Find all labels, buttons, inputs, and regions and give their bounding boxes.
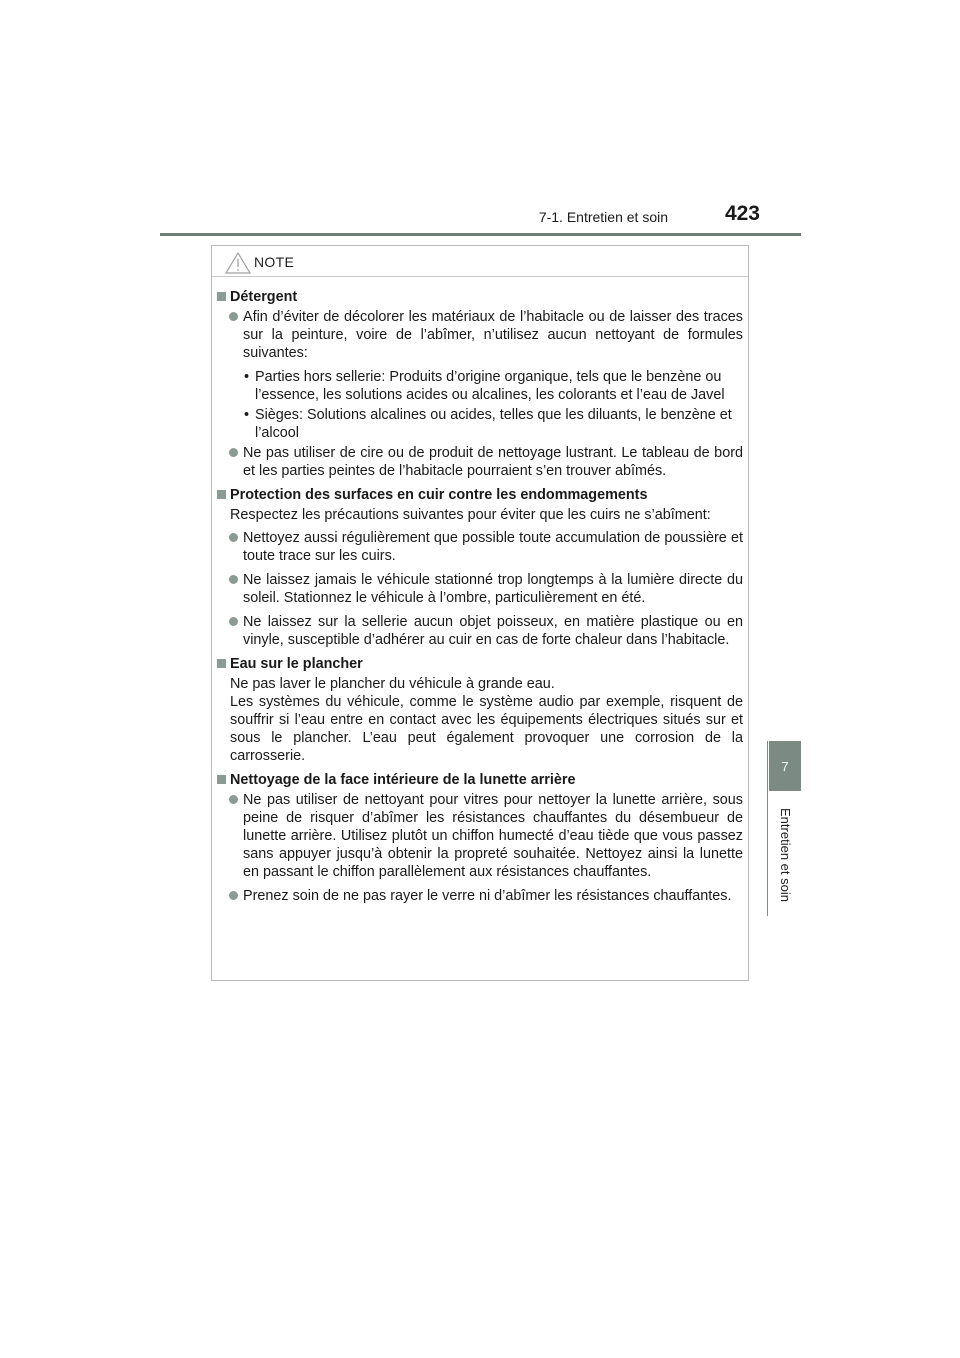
list-item: Nettoyez aussi régulièrement que possible toute accumulation de poussière et toute trace sur les cuirs. bbox=[217, 529, 743, 565]
note-box bbox=[211, 245, 749, 981]
small-bullet-icon: • bbox=[244, 407, 250, 423]
header-rule bbox=[160, 233, 801, 236]
section-title: 7-1. Entretien et soin bbox=[538, 209, 668, 225]
circle-bullet-icon bbox=[229, 795, 238, 804]
warning-triangle-icon bbox=[225, 252, 251, 274]
square-bullet-icon bbox=[217, 490, 226, 499]
list-item: Afin d’éviter de décolorer les matériaux de l’habitacle ou de laisser des traces sur la peinture, voire de l’abîmer, n’utilisez aucun nettoyant de formules suivantes: bbox=[217, 308, 743, 362]
circle-bullet-icon bbox=[229, 533, 238, 542]
square-bullet-icon bbox=[217, 775, 226, 784]
page-number: 423 bbox=[724, 202, 760, 225]
circle-bullet-icon bbox=[229, 891, 238, 900]
note-title: NOTE bbox=[254, 254, 295, 270]
list-item: Prenez soin de ne pas rayer le verre ni d’abîmer les résistances chauffantes. bbox=[217, 887, 743, 905]
sub-list-item: • Sièges: Solutions alcalines ou acides, telles que les diluants, le benzène et l’alcool bbox=[244, 407, 732, 441]
list-item: Ne pas utiliser de cire ou de produit de nettoyage lustrant. Le tableau de bord et les parties peintes de l’habitacle pourraient s’en trouver abîmés. bbox=[217, 444, 743, 480]
note-header bbox=[212, 246, 748, 277]
side-tab-rule bbox=[767, 741, 768, 916]
square-bullet-icon bbox=[217, 292, 226, 301]
section-heading: Protection des surfaces en cuir contre les endommagements bbox=[217, 486, 743, 504]
note-body bbox=[217, 288, 743, 911]
chapter-tab: 7 bbox=[769, 741, 801, 791]
list-item: Ne laissez sur la sellerie aucun objet poisseux, en matière plastique ou en vinyle, susceptible d’adhérer au cuir en cas de forte chaleur dans l’habitacle. bbox=[217, 613, 743, 649]
small-bullet-icon: • bbox=[244, 369, 250, 385]
chapter-label: Entretien et soin bbox=[778, 808, 793, 902]
square-bullet-icon bbox=[217, 659, 226, 668]
circle-bullet-icon bbox=[229, 448, 238, 457]
section-paragraph: Les systèmes du véhicule, comme le système audio par exemple, risquent de souffrir si l’eau entre en contact avec les équipements électriques situés sur et sous le plancher. L’eau peut également provoquer une corrosion de la carrosserie. bbox=[230, 694, 743, 764]
circle-bullet-icon bbox=[229, 575, 238, 584]
section-heading: Détergent bbox=[217, 288, 743, 306]
circle-bullet-icon bbox=[229, 617, 238, 626]
chapter-label-tab bbox=[769, 794, 801, 916]
section-intro: Respectez les précautions suivantes pour éviter que les cuirs ne s’abîment: bbox=[230, 507, 711, 523]
list-item: Ne laissez jamais le véhicule stationné trop longtemps à la lumière directe du soleil. Stationnez le véhicule à l’ombre, particulièrement en été. bbox=[217, 571, 743, 607]
list-item: Ne pas utiliser de nettoyant pour vitres pour nettoyer la lunette arrière, sous peine de risquer d’abîmer les résistances chauffantes du désembueur de lunette arrière. Utilisez plutôt un chiffon humecté d’eau tiède que vous passez sans appuyer jusqu’à obtenir la propreté souhaitée. Nettoyez ainsi la lunette en passant le chiffon parallèlement aux résistances chauffantes. bbox=[217, 791, 743, 881]
sub-list-item: • Parties hors sellerie: Produits d’origine organique, tels que le benzène ou l’essence, les solutions acides ou alcalines, les colorants et l’eau de Javel bbox=[244, 369, 725, 403]
section-paragraph: Ne pas laver le plancher du véhicule à grande eau. bbox=[230, 676, 555, 692]
section-heading: Eau sur le plancher bbox=[217, 655, 743, 673]
section-heading: Nettoyage de la face intérieure de la lunette arrière bbox=[217, 771, 743, 789]
circle-bullet-icon bbox=[229, 312, 238, 321]
